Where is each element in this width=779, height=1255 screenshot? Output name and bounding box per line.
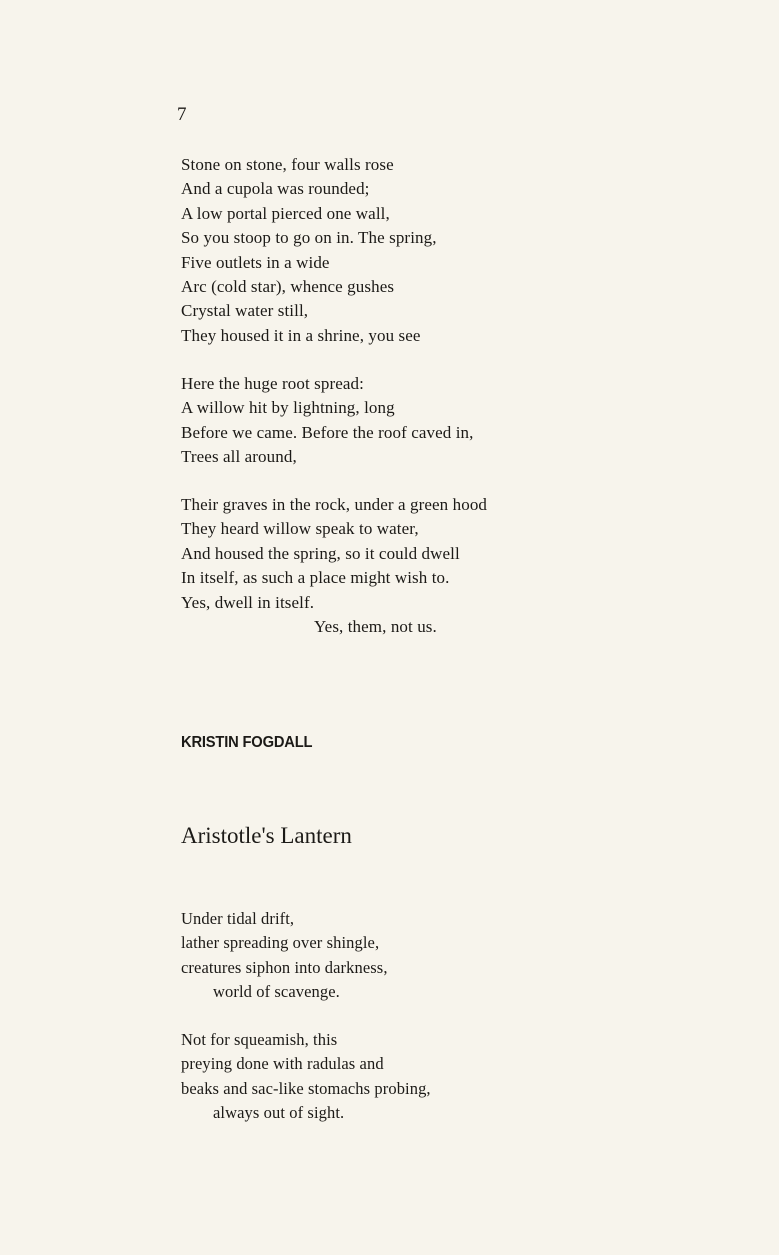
poem-line: They heard willow speak to water,	[181, 519, 419, 539]
poem-line: So you stoop to go on in. The spring,	[181, 228, 437, 248]
poem-line: Arc (cold star), whence gushes	[181, 277, 395, 297]
poem-line: Yes, them, not us.	[314, 617, 437, 637]
poem-line: They housed it in a shrine, you see	[181, 325, 421, 345]
author-name: KRISTIN FOGDALL	[181, 734, 313, 751]
poem-line: lather spreading over shingle,	[181, 933, 380, 953]
poem-line: And a cupola was rounded;	[181, 179, 370, 199]
poem-line: Trees all around,	[181, 447, 297, 467]
poem-line: creatures siphon into darkness,	[181, 957, 388, 977]
poem-line: Yes, dwell in itself.	[181, 592, 315, 612]
poem-line: Under tidal drift,	[181, 909, 295, 928]
poem-line: Five outlets in a wide	[181, 252, 330, 272]
poem-line: world of scavenge.	[213, 982, 340, 1002]
poem-stanza	[181, 153, 437, 348]
poem-title: Aristotle's Lantern	[181, 823, 352, 848]
poem-line: A willow hit by lightning, long	[181, 398, 395, 418]
poem-stanza	[181, 372, 474, 470]
poem-line: Their graves in the rock, under a green hood	[181, 495, 488, 514]
poem-line: And housed the spring, so it could dwell	[181, 543, 460, 563]
poem-stanza	[181, 493, 487, 639]
poem-line: Stone on stone, four walls rose	[181, 155, 394, 174]
poem-line: Before we came. Before the roof caved in,	[181, 422, 474, 442]
poem-line: Not for squeamish, this	[181, 1030, 338, 1049]
poem-stanza	[181, 907, 388, 1005]
poem-line: In itself, as such a place might wish to.	[181, 568, 450, 588]
poem-line: A low portal pierced one wall,	[181, 203, 390, 223]
poem-stanza	[181, 1028, 431, 1126]
poem-line: Here the huge root spread:	[181, 374, 364, 393]
poem-line: Crystal water still,	[181, 301, 309, 321]
page-number: 7	[177, 104, 187, 125]
poem-line: preying done with radulas and	[181, 1054, 384, 1074]
poem-line: beaks and sac-like stomachs probing,	[181, 1078, 431, 1098]
poem-line: always out of sight.	[213, 1103, 345, 1123]
